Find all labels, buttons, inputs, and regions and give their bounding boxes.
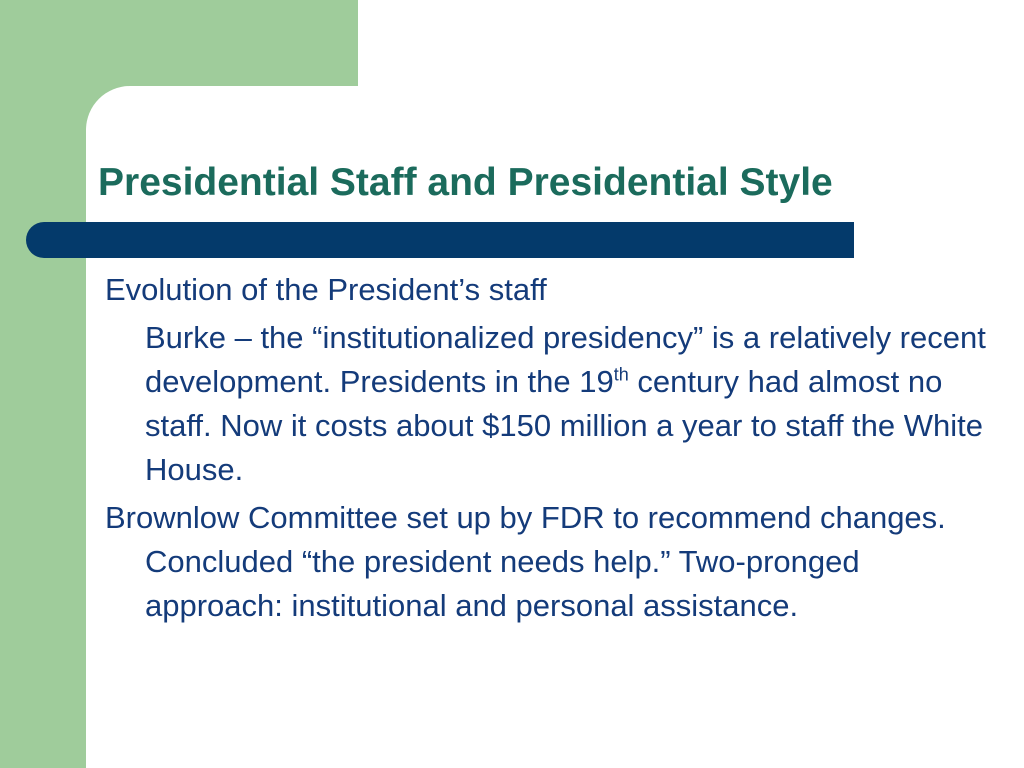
paragraph-brownlow: Brownlow Committee set up by FDR to recommend changes. Concluded “the president needs help.” Two-pronged approach: institutional and personal assistance.: [105, 500, 946, 623]
paragraph-burke-part2: century had almost no staff. Now it costs about $150 million a year to staff the White House.: [145, 364, 983, 487]
slide-title: Presidential Staff and Presidential Style: [98, 161, 833, 204]
title-divider-bar: [26, 222, 854, 258]
paragraph-burke: [105, 316, 1000, 492]
slide-body: [105, 268, 1000, 628]
heading-evolution: Evolution of the President’s staff: [105, 272, 547, 307]
superscript-th: th: [613, 364, 629, 385]
paragraph-burke-part1: Burke – the “institutionalized presidency” is a relatively recent development. Presidents in the 19: [145, 320, 986, 399]
